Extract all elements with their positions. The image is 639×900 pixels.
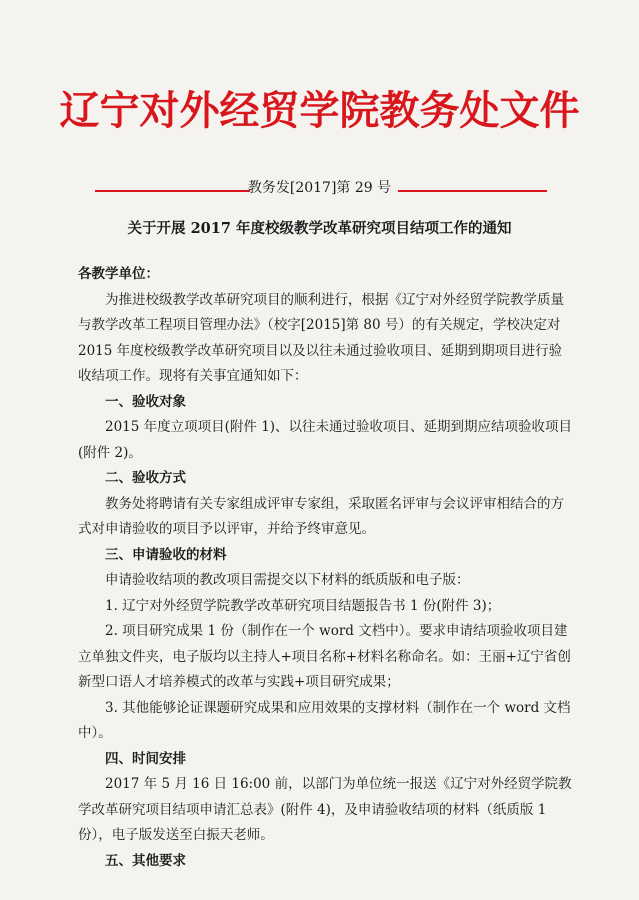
section-paragraph: 2015 年度立项项目(附件 1)、以往未通过验收项目、延期到期应结项验收项目(附件 2)。 <box>78 419 573 461</box>
section-heading: 四、时间安排 <box>105 750 186 767</box>
section-paragraph: 申请验收结项的教改项目需提交以下材料的纸质版和电子版： <box>105 572 470 588</box>
section-heading: 二、验收方式 <box>105 470 186 486</box>
section-paragraph: 2017 年 5 月 16 日 16:00 前，以部门为单位统一报送《辽宁对外经贸学院教学改革研究项目结项申请汇总表》(附件 4)，及申请验收结项的材料（纸质版 1 份），电子版发送至白振天老师。 <box>78 776 572 843</box>
section-paragraph: 教务处将聘请有关专家组成评审专家组，采取匿名评审与会议评审相结合的方式对申请验收的项目予以评审，并给予终审意见。 <box>78 495 564 537</box>
section-paragraph: 1. 辽宁对外经贸学院教学改革研究项目结题报告书 1 份(附件 3)； <box>105 597 501 614</box>
salutation: 各教学单位： <box>78 266 159 282</box>
intro-paragraph: 为推进校级教学改革研究项目的顺利进行，根据《辽宁对外经贸学院教学质量与教学改革工程项目管理办法》（校字[2015]第 80 号）的有关规定，学校决定对 2015 年度校级教学改革研究项目以及以往未通过验收项目、延期到期项目进行验收结项工作。现将有关事宜通知如下： <box>78 291 564 384</box>
section-paragraph: 2. 项目研究成果 1 份（制作在一个 word 文档中）。要求申请结项验收项目建立单独文件夹，电子版均以主持人+项目名称+材料名称命名。如：王丽+辽宁省创新型口语人才培养模式的改革与实践+项目研究成果； <box>78 623 571 690</box>
section-paragraph: 3. 其他能够论证课题研究成果和应用效果的支撑材料（制作在一个 word 文档中）。 <box>78 699 571 741</box>
masthead-title: 辽宁对外经贸学院教务处文件 <box>59 87 580 134</box>
section-heading: 三、申请验收的材料 <box>105 546 227 563</box>
section-heading: 五、其他要求 <box>105 852 186 869</box>
notice-title: 关于开展 2017 年度校级教学改革研究项目结项工作的通知 <box>127 220 512 237</box>
notice-body <box>78 262 574 874</box>
section-heading: 一、验收对象 <box>105 393 186 410</box>
document-number: 教务发[2017]第 29 号 <box>247 180 392 196</box>
red-rule-right <box>398 190 547 192</box>
